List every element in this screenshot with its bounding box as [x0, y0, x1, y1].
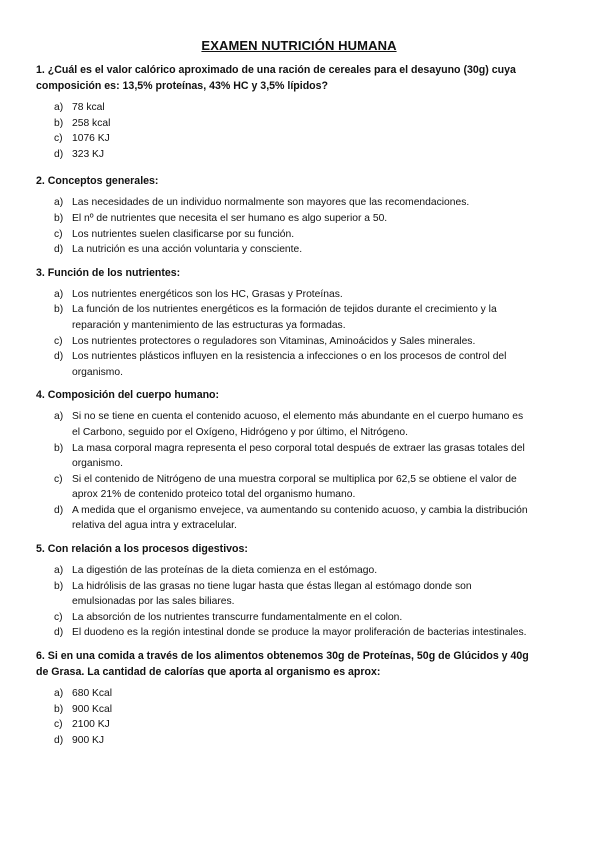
- option-text: Los nutrientes energéticos son los HC, Grasas y Proteínas.: [72, 288, 343, 300]
- option-letter: c): [54, 228, 63, 240]
- option-text: 680 Kcal: [72, 688, 113, 700]
- option-text: La digestión de las proteínas de la dieta comienza en el estómago.: [72, 565, 378, 577]
- option-text: 1076 KJ: [72, 133, 110, 145]
- option-text: 258 kcal: [72, 117, 111, 129]
- option-letter: b): [54, 212, 64, 224]
- option-a: [54, 100, 532, 116]
- question-text: 2. Conceptos generales:: [36, 175, 159, 188]
- option-c: [54, 472, 532, 503]
- option-letter: d): [54, 734, 64, 746]
- option-letter: b): [54, 703, 64, 715]
- option-text: Si no se tiene en cuenta el contenido acuoso, el elemento más abundante en el cuerpo humano es el Carbono, seguido por el Oxígeno, Hidrógeno y por último, el Nitrógeno.: [72, 411, 524, 438]
- question-text: 1. ¿Cuál es el valor calórico aproximado de una ración de cereales para el desayuno (30g) cuya composición es: 13,5% proteínas, 43% HC y 3,5% lípidos?: [36, 64, 516, 92]
- option-letter: c): [54, 611, 63, 623]
- option-text: 323 KJ: [72, 148, 105, 160]
- option-d: [54, 147, 532, 163]
- option-a: [54, 287, 532, 303]
- question-text: 6. Si en una comida a través de los alimentos obtenemos 30g de Proteínas, 50g de Glúcidos y 40g de Grasa. La cantidad de calorías que aporta al organismo es aprox:: [36, 650, 529, 679]
- options-list: [36, 686, 532, 748]
- option-a: [54, 686, 532, 702]
- option-letter: d): [54, 244, 64, 256]
- option-c: [54, 131, 532, 147]
- option-letter: d): [54, 351, 64, 363]
- question-6: [36, 648, 532, 748]
- question-text: 3. Función de los nutrientes:: [36, 266, 181, 279]
- option-letter: c): [54, 719, 63, 731]
- option-text: La masa corporal magra representa el peso corporal total después de extraer las grasas totales del organismo.: [72, 442, 525, 470]
- question-text: 4. Composición del cuerpo humano:: [36, 389, 220, 402]
- options-list: [36, 409, 532, 534]
- option-text: Las necesidades de un individuo normalmente son mayores que las recomendaciones.: [72, 197, 470, 209]
- option-text: La absorción de los nutrientes transcurre fundamentalmente en el colon.: [72, 611, 403, 623]
- option-c: [54, 227, 532, 243]
- options-list: [36, 563, 532, 641]
- option-c: [54, 334, 532, 350]
- option-text: Los nutrientes plásticos influyen en la resistencia a infecciones o en los procesos de control del organismo.: [72, 351, 507, 378]
- option-letter: d): [54, 148, 64, 160]
- option-c: [54, 610, 532, 626]
- option-a: [54, 409, 532, 440]
- option-letter: d): [54, 504, 64, 516]
- option-d: [54, 625, 532, 641]
- option-letter: a): [54, 565, 64, 577]
- option-text: La hidrólisis de las grasas no tiene lugar hasta que éstas llegan al estómago donde son emulsionadas por las sales biliares.: [72, 580, 472, 608]
- option-text: Los nutrientes suelen clasificarse por su función.: [72, 228, 295, 240]
- option-b: [54, 116, 532, 132]
- option-text: El duodeno es la región intestinal donde se produce la mayor proliferación de bacterias intestinales.: [72, 627, 527, 639]
- options-list: [36, 287, 532, 381]
- option-letter: a): [54, 197, 64, 209]
- option-d: [54, 503, 532, 534]
- question-4: [36, 387, 532, 534]
- option-b: [54, 211, 532, 227]
- option-letter: c): [54, 133, 63, 145]
- options-list: [36, 195, 532, 257]
- question-text: 5. Con relación a los procesos digestivos:: [36, 543, 248, 556]
- option-d: [54, 733, 532, 749]
- option-a: [54, 195, 532, 211]
- option-text: El nº de nutrientes que necesita el ser humano es algo superior a 50.: [72, 212, 388, 224]
- option-text: Los nutrientes protectores o reguladores son Vitaminas, Aminoácidos y Sales minerales.: [72, 335, 476, 347]
- option-b: [54, 579, 532, 610]
- option-letter: b): [54, 117, 64, 129]
- question-1: [36, 62, 532, 162]
- option-letter: b): [54, 442, 64, 454]
- option-text: La nutrición es una acción voluntaria y consciente.: [72, 244, 303, 256]
- option-a: [54, 563, 532, 579]
- option-letter: b): [54, 580, 64, 592]
- question-2: [36, 173, 532, 257]
- option-text: 78 kcal: [72, 102, 105, 113]
- option-letter: c): [54, 335, 63, 347]
- option-d: [54, 242, 532, 258]
- option-letter: b): [54, 304, 64, 316]
- option-letter: a): [54, 688, 64, 700]
- option-text: 2100 KJ: [72, 719, 110, 731]
- option-letter: a): [54, 411, 64, 423]
- option-b: [54, 441, 532, 472]
- option-text: Si el contenido de Nitrógeno de una muestra corporal se multiplica por 62,5 se obtiene el valor de aprox 21% de contenido proteico total del organismo humano.: [72, 473, 517, 501]
- page-title: EXAMEN NUTRICIÓN HUMANA: [201, 38, 397, 53]
- option-text: A medida que el organismo envejece, va aumentando su contenido acuoso, y cambia la distribución relativa del agua intra y extracelular.: [72, 504, 528, 532]
- option-b: [54, 702, 532, 718]
- option-letter: d): [54, 627, 64, 639]
- option-text: La función de los nutrientes energéticos es la formación de tejidos durante el crecimiento y la reparación y mantenimiento de las estructuras ya formadas.: [72, 304, 497, 331]
- options-list: [36, 100, 532, 162]
- option-letter: c): [54, 473, 63, 485]
- option-c: [54, 717, 532, 733]
- question-3: [36, 265, 532, 381]
- option-text: 900 KJ: [72, 734, 105, 746]
- option-letter: a): [54, 288, 64, 300]
- option-letter: a): [54, 102, 64, 113]
- option-text: 900 Kcal: [72, 703, 113, 715]
- option-d: [54, 349, 532, 380]
- question-5: [36, 541, 532, 641]
- option-b: [54, 302, 532, 333]
